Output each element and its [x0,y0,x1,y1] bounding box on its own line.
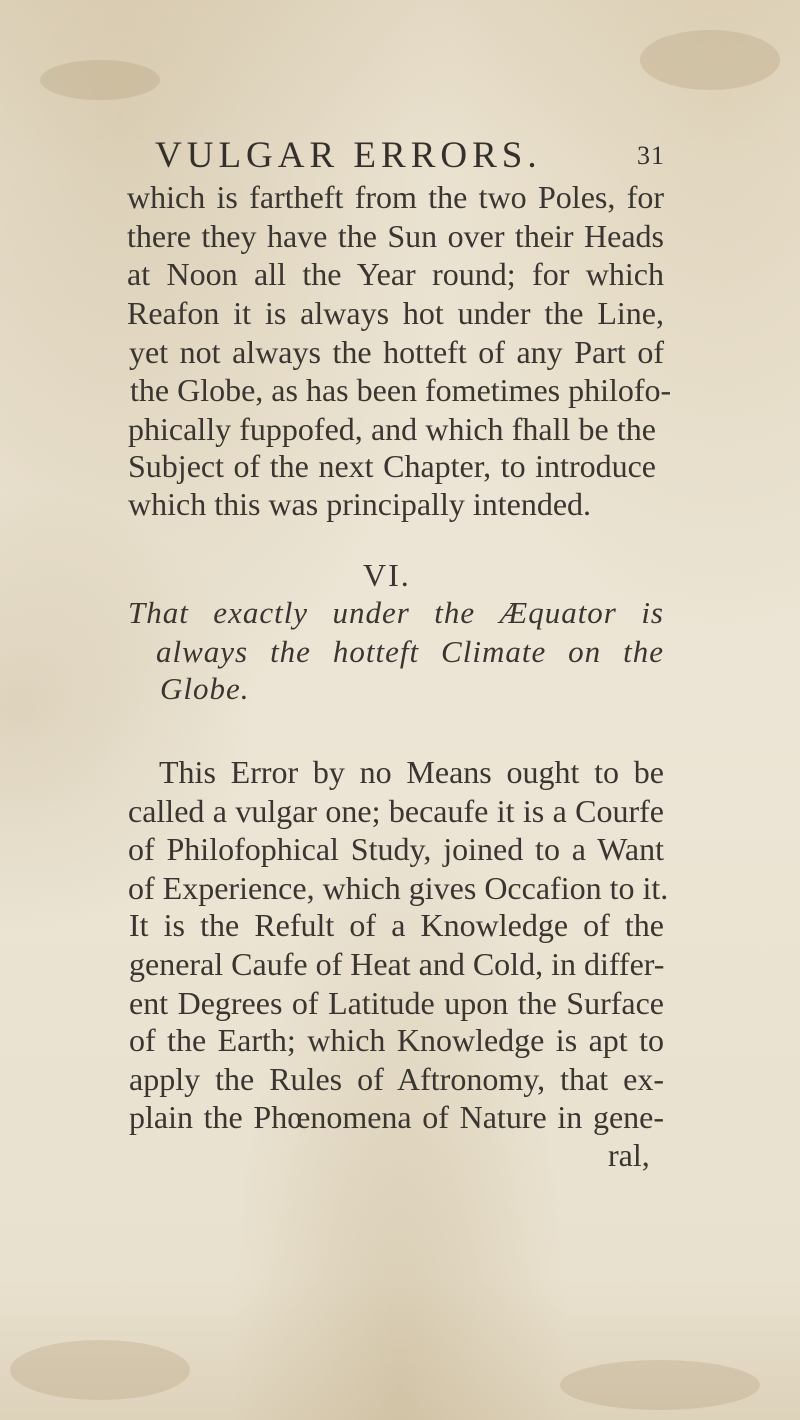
page-number: 31 [637,141,665,170]
text-line: at Noon all the Year round; for which [127,256,664,292]
text-line: general Caufe of Heat and Cold, in differ- [129,946,665,982]
text-line: there they have the Sun over their Heads [127,218,664,254]
text-line: plain the Phœnomena of Nature in gene- [129,1099,664,1135]
text-line: Reafon it is always hot under the Line, [127,295,664,331]
section-heading-line: Globe. [160,671,250,706]
text-line: It is the Refult of a Knowledge of the [129,907,664,943]
text-line: ent Degrees of Latitude upon the Surface [129,985,664,1021]
text-line: This Error by no Means ought to be [159,754,664,790]
text-line: called a vulgar one; becaufe it is a Courfe [128,793,664,829]
paper-stain [10,1340,190,1400]
paper-stain [560,1360,760,1410]
section-heading-line: That exactly under the Æquator is [128,595,664,630]
text-line: of the Earth; which Knowledge is apt to [129,1022,664,1058]
text-line: which is fartheft from the two Poles, for [127,179,664,215]
text-line: of Experience, which gives Occafion to it. [128,870,669,906]
text-line: which this was principally intended. [128,486,592,522]
text-line: yet not always the hotteft of any Part of [129,334,664,370]
section-number: VI. [363,557,411,593]
text-line: of Philofophical Study, joined to a Want [128,831,664,867]
catchword: ral, [608,1137,650,1173]
text-line: apply the Rules of Aftronomy, that ex- [129,1061,664,1097]
paper-stain [40,60,160,100]
text-line: phically fuppofed, and which fhall be the [128,411,656,447]
running-head-title: VULGAR ERRORS. [155,135,542,176]
text-line: Subject of the next Chapter, to introduce [128,448,656,484]
paper-stain [640,30,780,90]
running-head [155,134,665,178]
section-heading-line: always the hotteft Climate on the [156,634,664,669]
text-line: the Globe, as has been fometimes philofo- [130,372,672,408]
